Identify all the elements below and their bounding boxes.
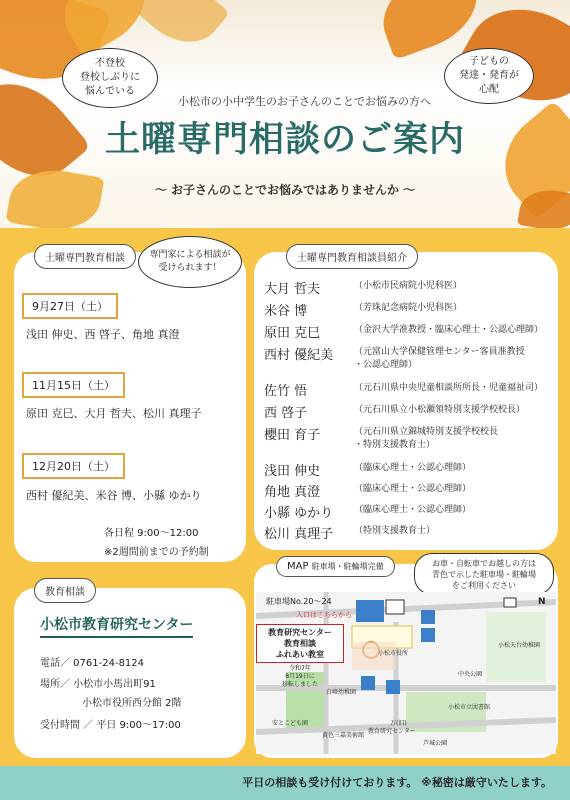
map-place-mikan: 小松天台幼稚園	[498, 642, 541, 649]
map-moved-note: 令和7年 8月19日に 移転しました	[282, 665, 319, 688]
org-name: 小松市教育研究センター	[40, 614, 193, 638]
header-banner	[0, 0, 570, 228]
contact-tab: 教育相談	[34, 578, 96, 603]
map-place-kinder: 白峰幼稚園	[326, 689, 357, 696]
map-place-ashiu: 芦城公園	[423, 740, 448, 747]
staff-name: 西村 優紀美	[264, 348, 334, 363]
staff-name: 原田 克巳	[264, 326, 321, 341]
page-title: 土曜専門相談のご案内	[104, 120, 465, 160]
autumn-leaf-decoration	[130, 0, 230, 59]
map-parking-note: お車・自転車でお越しの方は 青色で示した駐車場・駐輪場 をご利用ください	[414, 553, 554, 595]
session-hours: 各日程 9:00～12:00	[104, 528, 199, 539]
map-center-box: 教育研究センター 教育相談 ふれあい教室	[256, 624, 344, 663]
staff-name: 松川 真理子	[264, 527, 334, 542]
contact-place-building: 小松市役所西分館 2階	[82, 698, 182, 709]
session-date: 12月20日（土）	[22, 453, 125, 479]
reservation-note: ※2週間前までの予約制	[104, 547, 209, 558]
map-tab-label: MAP	[287, 561, 309, 572]
staff-member	[264, 278, 462, 297]
staff-role: （特別支援教育士）	[354, 526, 436, 536]
staff-role: （小松市民病院小児科医）	[354, 281, 463, 291]
staff-member	[264, 481, 471, 500]
staff-member	[264, 344, 525, 372]
parking-lot-marker	[356, 600, 384, 622]
staff-name: 角地 真澄	[264, 485, 321, 500]
staff-name: 米谷 博	[264, 304, 308, 319]
parking-icon	[421, 610, 435, 624]
staff-role: （金沢大学准教授・臨床心理士・公認心理師）	[354, 325, 544, 335]
staff-member	[264, 322, 543, 341]
contact-phone[interactable]: 電話／ 0761-24-8124	[40, 658, 145, 669]
map-place-koen: 中央公園	[458, 671, 483, 678]
session-date: 9月27日（土）	[22, 293, 118, 319]
staff-member	[264, 460, 471, 479]
staff-member	[264, 502, 471, 521]
map-tab	[276, 556, 395, 577]
staff-member	[264, 300, 462, 319]
staff-tab: 土曜専門教育相談員紹介	[286, 244, 418, 269]
staff-name: 佐竹 悟	[264, 384, 308, 399]
staff-role: （元石川県中央児童相談所所長・児童福祉司）	[354, 383, 544, 393]
staff-role: （臨床心理士・公認心理師）	[354, 463, 472, 473]
parking-icon	[386, 680, 400, 694]
staff-role: （臨床心理士・公認心理師）	[354, 505, 472, 515]
map-north-label: N	[538, 597, 546, 607]
map-entrance-label: 入口はこちらから	[296, 611, 352, 619]
staff-role: （臨床心理士・公認心理師）	[354, 484, 472, 494]
footer-notice: 平日の相談も受け付けております。 ※秘密は厳守いたします。	[0, 766, 570, 800]
parking-lot-marker	[386, 600, 404, 614]
staff-member	[264, 424, 498, 452]
staff-name: 櫻田 育子	[264, 428, 321, 443]
staff-role: （元石川県立小松瀬領特別支援学校校長）	[354, 405, 526, 415]
bicycle-parking-icon	[421, 628, 435, 642]
map-tab-sub: 駐車場・駐輪場完備	[311, 562, 384, 571]
worry-bubble-right: 子どもの 発達・発育が 心配	[444, 48, 534, 104]
worry-bubble-left: 不登校 登校しぶりに 悩んでいる	[62, 48, 158, 108]
map-place-library: 小松市立図書館	[448, 704, 491, 711]
map-place-center-small: 教育研究センター	[368, 728, 416, 735]
parking-icon	[361, 676, 375, 690]
map-place-jr: 黄色三嘉美術館	[322, 732, 365, 739]
tagline: ～ お子さんのことでお悩みではありませんか ～	[154, 183, 416, 197]
staff-member	[264, 380, 543, 399]
map-place-kids-center: 安とこども園	[272, 720, 309, 727]
staff-role: （元富山大学保健管理センター客員准教授 ・公認心理師）	[354, 347, 525, 370]
session-date: 11月15日（土）	[22, 372, 125, 398]
staff-name: 西 啓子	[264, 406, 308, 421]
session-counselors: 西村 優紀美、米谷 博、小縣 ゆかり	[26, 489, 202, 502]
staff-role: （元石川県立錦城特別支援学校校長 ・特別支援教育士）	[354, 427, 499, 450]
session-counselors: 原田 克巳、大月 哲夫、松川 真理子	[26, 407, 202, 420]
contact-place: 場所／ 小松市小馬出町91	[40, 679, 156, 690]
staff-name: 浅田 伸史	[264, 464, 321, 479]
staff-name: 大月 哲夫	[264, 282, 321, 297]
staff-member	[264, 402, 525, 421]
header-subtitle: 小松市の小中学生のお子さんのことでお悩みの方へ	[178, 95, 431, 108]
schedule-tab: 土曜専門教育相談	[34, 244, 136, 269]
session-counselors: 浅田 伸史、西 啓子、角地 真澄	[26, 328, 180, 341]
map-place-ogi: 万(旧)	[390, 720, 407, 727]
map-place-city-hall: 小松市役所	[378, 650, 409, 657]
staff-name: 小縣 ゆかり	[264, 506, 334, 521]
staff-role: （芳珠記念病院小児科医）	[354, 303, 463, 313]
north-arrow-icon	[504, 598, 516, 607]
map-parking-label: 駐車場No.20～24	[266, 597, 332, 606]
contact-hours: 受付時間 ／ 平日 9:00～17:00	[40, 720, 181, 731]
staff-member	[264, 523, 435, 542]
expert-callout: 専門家による相談が 受けられます！	[138, 236, 242, 288]
